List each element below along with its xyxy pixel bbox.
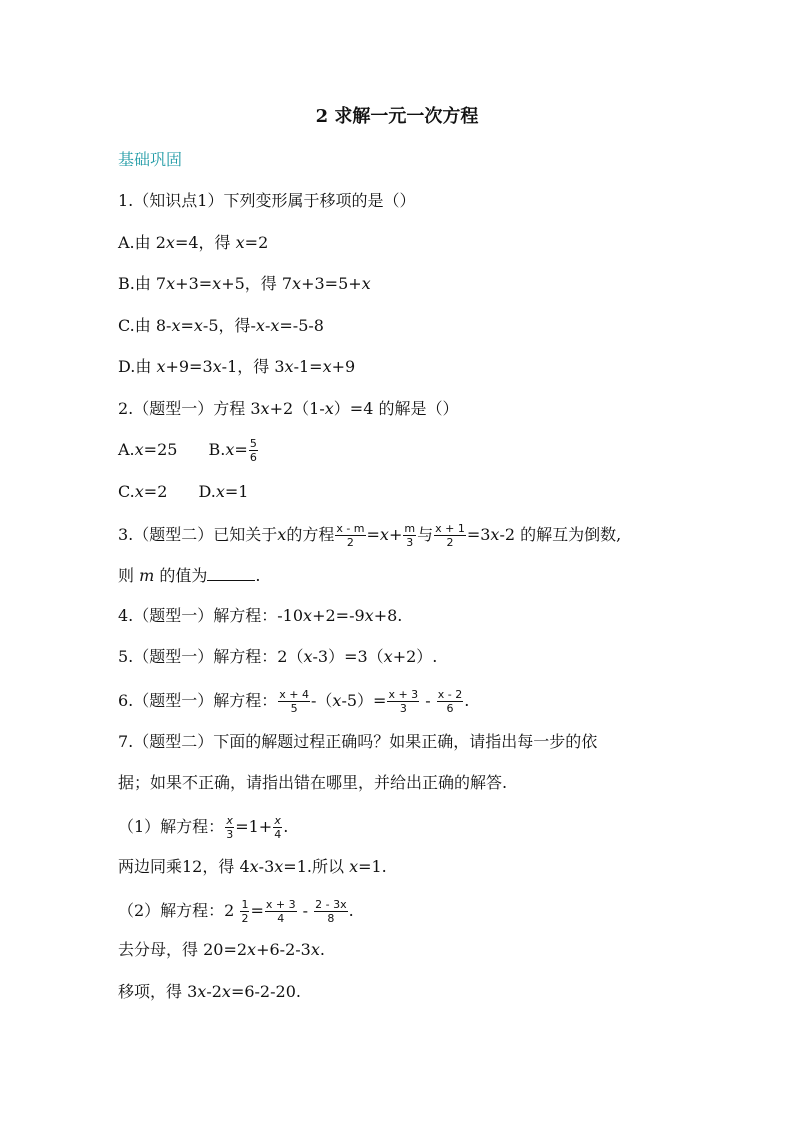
fraction: $\frac{x + 4}{5}$ [279, 688, 309, 715]
question-7-line-1: 7.（题型二）下面的解题过程正确吗？如果正确，请指出每一步的依 [118, 732, 598, 751]
question-7-part-2: （2）解方程：2 $\frac{1}{2}$ = $\frac{x + 3}{4}$ - $\frac{2 - 3x}{8}$ . [118, 898, 354, 925]
fraction: $\frac{x + 1}{2}$ [435, 522, 465, 549]
question-7-part-1: （1）解方程： $\frac{x}{3}$ =1+ $\frac{x}{4}$ . [118, 814, 289, 841]
fraction: $\frac{1}{2}$ [241, 898, 249, 925]
fraction: $\frac{x + 3}{4}$ [265, 898, 296, 925]
answer-blank[interactable] [207, 566, 255, 581]
question-2-options-ab [118, 437, 259, 464]
question-2-option-c: C.x=2 [118, 482, 168, 501]
question-7-part-2-step-1: 去分母，得 20=2x+6-2-3x. [118, 940, 325, 959]
question-6: 6.（题型一）解方程： $\frac{x + 4}{5}$ -（x-5）= $\frac{x + 3}{3}$ - $\frac{x - 2}{6}$ . [118, 688, 470, 715]
section-heading: 基础巩固 [118, 150, 183, 169]
question-1-option-c: C.由 8-x=x-5，得-x-x=-5-8 [118, 316, 324, 335]
question-7-part-2-step-2: 移项，得 3x-2x=6-2-20. [118, 982, 301, 1001]
fraction: $\frac{m}{3}$ [404, 522, 416, 549]
fraction: $\frac{2 - 3x}{8}$ [315, 898, 347, 925]
question-1-option-d: D.由 x+9=3x-1，得 3x-1=x+9 [118, 357, 356, 376]
question-2-options-cd [118, 482, 248, 502]
question-3-line-1: 3.（题型二）已知关于x的方程 $\frac{x - m}{2}$ =x+ $\frac{m}{3}$ 与 $\frac{x + 1}{2}$ =3x-2 的解互为倒数, [118, 522, 622, 549]
fraction: $\frac{x - 2}{6}$ [437, 688, 463, 715]
fraction: $\frac{x}{4}$ [274, 814, 282, 841]
question-2-option-d: D.x=1 [198, 482, 249, 501]
question-1-option-a: A.由 2x=4，得 x=2 [118, 233, 269, 252]
fraction: $\frac{5}{6}$ [249, 437, 257, 464]
page-title: 2 求解一元一次方程 [315, 106, 479, 127]
question-2-option-b: B.x= $\frac{5}{6}$ [208, 437, 257, 464]
question-2-option-a: A.x=25 [118, 440, 178, 459]
question-5: 5.（题型一）解方程：2（x-3）=3（x+2）. [118, 647, 438, 666]
question-7-line-2: 据；如果不正确，请指出错在哪里，并给出正确的解答. [118, 773, 508, 792]
question-7-part-1-work: 两边同乘12，得 4x-3x=1.所以 x=1. [118, 857, 387, 876]
question-3-line-2: 则 m 的值为 . [118, 566, 261, 585]
fraction: $\frac{x}{3}$ [226, 814, 234, 841]
fraction: $\frac{x - m}{2}$ [336, 522, 365, 549]
question-1-stem: 1.（知识点1）下列变形属于移项的是（） [118, 191, 416, 210]
question-2-stem: 2.（题型一）方程 3x+2（1-x）=4 的解是（） [118, 399, 459, 418]
question-4: 4.（题型一）解方程：-10x+2=-9x+8. [118, 606, 403, 625]
fraction: $\frac{x + 3}{3}$ [388, 688, 419, 715]
question-1-option-b: B.由 7x+3=x+5，得 7x+3=5+x [118, 274, 371, 293]
